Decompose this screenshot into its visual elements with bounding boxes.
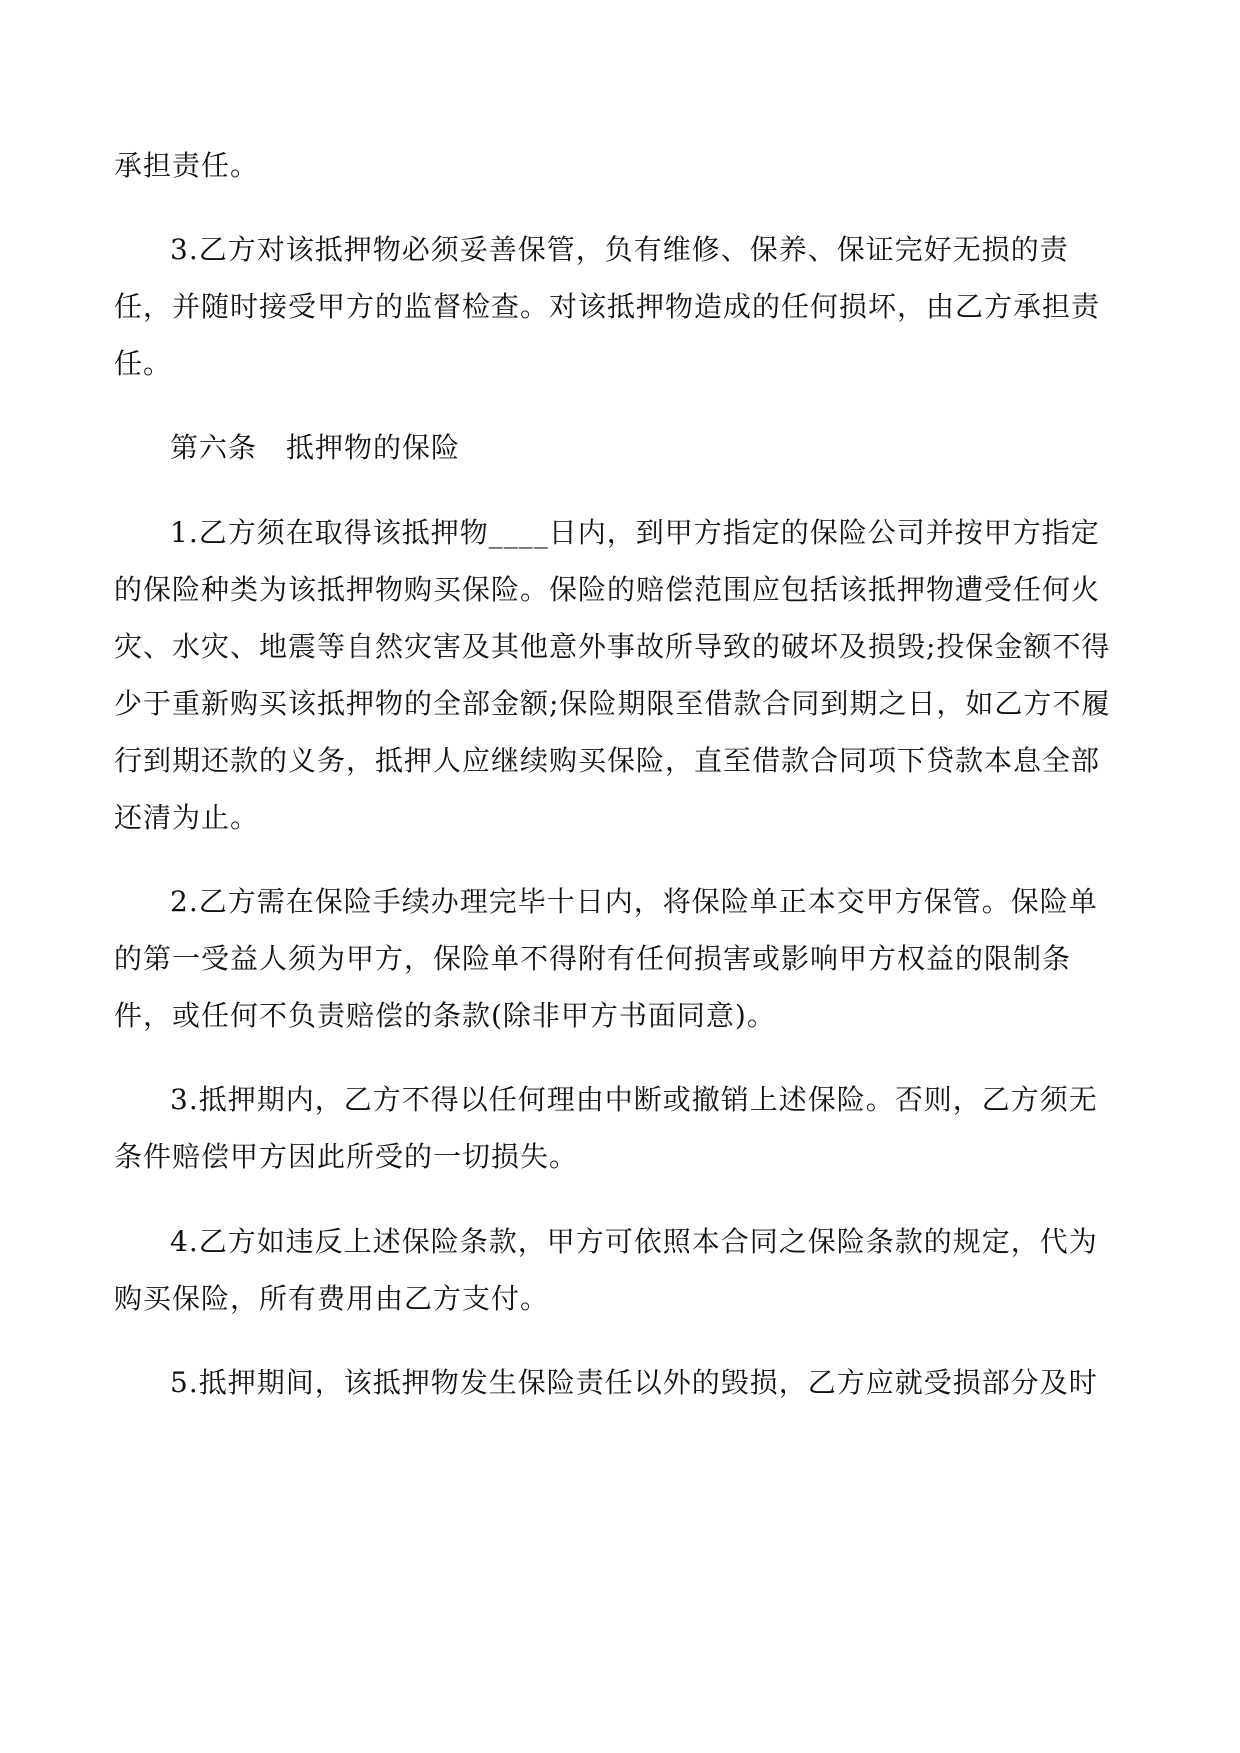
text-line: 的保险种类为该抵押物购买保险。保险的赔偿范围应包括该抵押物遭受任何火 xyxy=(114,573,1101,606)
clause-6-1-line: 1.乙方须在取得该抵押物____日内，到甲方指定的保险公司并按甲方指定 xyxy=(170,516,1100,549)
text-line: 的第一受益人须为甲方，保险单不得附有任何损害或影响甲方权益的限制条 xyxy=(114,942,1072,975)
text-line: 购买保险，所有费用由乙方支付。 xyxy=(114,1282,550,1315)
text-line: 灾、水灾、地震等自然灾害及其他意外事故所导致的破坏及损毁;投保金额不得 xyxy=(114,630,1111,663)
text-line: 任。 xyxy=(114,347,173,380)
clause-6-3-line: 3.抵押期内，乙方不得以任何理由中断或撤销上述保险。否则，乙方须无 xyxy=(170,1083,1098,1116)
text-line: 件，或任何不负责赔偿的条款(除非甲方书面同意)。 xyxy=(114,999,776,1032)
text-line: 任，并随时接受甲方的监督检查。对该抵押物造成的任何损坏，由乙方承担责 xyxy=(114,290,1101,323)
text-line: 条件赔偿甲方因此所受的一切损失。 xyxy=(114,1140,579,1173)
clause-5-3-line: 3.乙方对该抵押物必须妥善保管，负有维修、保养、保证完好无损的责 xyxy=(170,233,1069,266)
text-line: 承担责任。 xyxy=(114,149,260,182)
clause-6-4-line: 4.乙方如违反上述保险条款，甲方可依照本合同之保险条款的规定，代为 xyxy=(170,1225,1098,1258)
section-heading-article-6: 第六条 抵押物的保险 xyxy=(170,431,461,464)
text-line: 还清为止。 xyxy=(114,801,260,834)
text-line: 行到期还款的义务，抵押人应继续购买保险，直至借款合同项下贷款本息全部 xyxy=(114,744,1101,777)
clause-6-5-line: 5.抵押期间，该抵押物发生保险责任以外的毁损，乙方应就受损部分及时 xyxy=(170,1366,1098,1399)
text-line: 少于重新购买该抵押物的全部金额;保险期限至借款合同到期之日，如乙方不履 xyxy=(114,687,1111,720)
clause-6-2-line: 2.乙方需在保险手续办理完毕十日内，将保险单正本交甲方保管。保险单 xyxy=(170,885,1098,918)
